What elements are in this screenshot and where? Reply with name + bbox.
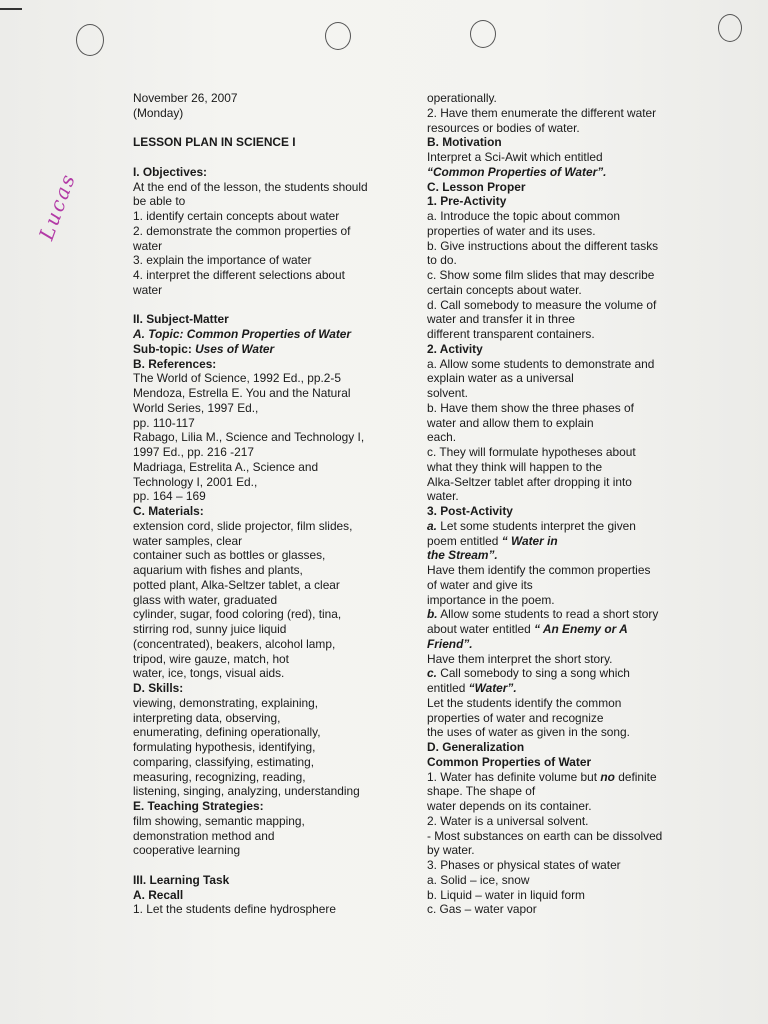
materials-heading: C. Materials: xyxy=(133,504,204,518)
strategies-heading: E. Teaching Strategies: xyxy=(133,799,264,813)
post-activity-heading: 3. Post-Activity xyxy=(427,504,513,518)
pre-activity-heading: 1. Pre-Activity xyxy=(427,194,507,209)
handwritten-note: Lucas xyxy=(34,169,81,244)
text-line: certain concepts about water. xyxy=(427,282,582,297)
text-line: properties of water and recognize xyxy=(427,710,604,725)
text-line: comparing, classifying, estimating, xyxy=(133,754,315,769)
text-line: listening, singing, analyzing, understanding xyxy=(133,784,360,799)
poem-title: “ Water in xyxy=(501,533,558,548)
objectives-heading: I. Objectives: xyxy=(133,164,208,179)
text-line: operationally. xyxy=(427,91,497,105)
text-segment: 1. Water has definite volume but xyxy=(427,769,601,784)
text-line: be able to xyxy=(133,194,186,209)
text-line: Have them identify the common properties xyxy=(427,563,651,577)
text-line: cylinder, sugar, food coloring (red), tina, xyxy=(133,607,342,622)
text-line: a. Allow some students to demonstrate and xyxy=(427,356,655,371)
item-letter: a. xyxy=(427,518,437,533)
text-line: different transparent containers. xyxy=(427,327,595,341)
text-line: properties of water and its uses. xyxy=(427,223,596,238)
learning-task-heading: III. Learning Task xyxy=(133,872,230,887)
text-line: a. Introduce the topic about common xyxy=(427,209,621,223)
text-line: each. xyxy=(427,430,457,445)
text-line: interpreting data, observing, xyxy=(133,710,281,725)
text-line: 1. identify certain concepts about water xyxy=(133,209,340,223)
subject-heading: II. Subject-Matter xyxy=(133,312,229,327)
text-segment: definite xyxy=(614,769,657,784)
text-line: d. Call somebody to measure the volume of xyxy=(427,297,657,312)
text-line: importance in the poem. xyxy=(427,592,555,607)
topic-label: A. Topic: xyxy=(133,327,187,341)
text-line: - Most substances on earth can be dissolved xyxy=(427,828,663,843)
day: (Monday) xyxy=(133,105,184,120)
text-line: container such as bottles or glasses, xyxy=(133,548,326,563)
text-line: by water. xyxy=(427,843,475,858)
text-line: pp. 110-117 xyxy=(133,415,195,430)
text-line: demonstration method and xyxy=(133,828,275,843)
text-line: 3. Phases or physical states of water xyxy=(427,858,621,872)
text-line: water samples, clear xyxy=(133,533,243,548)
song-title: “Water”. xyxy=(468,681,517,695)
text-line: tripod, wire gauze, match, hot xyxy=(133,651,289,666)
text-line: potted plant, Alka-Seltzer tablet, a clear xyxy=(133,577,340,592)
generalization-subheading: Common Properties of Water xyxy=(427,754,592,769)
story-title: “ An Enemy or A xyxy=(534,622,628,636)
text-line: water, ice, tongs, visual aids. xyxy=(133,666,285,681)
text-line: stirring rod, sunny juice liquid xyxy=(133,622,287,636)
text-line: 2. Have them enumerate the different water xyxy=(427,105,657,120)
text-line: (concentrated), beakers, alcohol lamp, xyxy=(133,636,336,651)
text-line: water. xyxy=(427,489,459,504)
text-segment: Let some students interpret the given xyxy=(436,518,636,533)
text-line: the uses of water as given in the song. xyxy=(427,725,630,740)
text-line: solvent. xyxy=(427,386,468,400)
text-line: a. Solid – ice, snow xyxy=(427,872,530,887)
activity-heading: 2. Activity xyxy=(427,341,483,356)
poem-title-cont: the Stream”. xyxy=(427,548,498,563)
text-line: 1997 Ed., pp. 216 -217 xyxy=(133,445,254,459)
text-line: 2. demonstrate the common properties of xyxy=(133,223,351,238)
text-line: water depends on its container. xyxy=(427,799,592,813)
text-line: 4. interpret the different selections about xyxy=(133,268,345,282)
topic-value: Common Properties of Water xyxy=(186,327,352,341)
text-line: b. Have them show the three phases of xyxy=(427,400,634,415)
text-line: Mendoza, Estrella E. You and the Natural xyxy=(133,386,351,400)
text-line: water xyxy=(133,282,163,297)
text-line: explain water as a universal xyxy=(427,371,574,386)
item-letter: b. xyxy=(427,607,438,622)
punch-hole-1 xyxy=(76,24,104,56)
emphasis: no xyxy=(600,769,615,784)
subtopic-value: Uses of Water xyxy=(195,341,275,356)
lesson-proper-heading: C. Lesson Proper xyxy=(427,179,526,194)
edge-mark xyxy=(0,8,22,10)
text-line: viewing, demonstrating, explaining, xyxy=(133,695,319,710)
text-line: water xyxy=(133,238,163,253)
text-line: World Series, 1997 Ed., xyxy=(133,400,259,415)
text-line: b. Liquid – water in liquid form xyxy=(427,887,585,902)
text-line: c. Gas – water vapor xyxy=(427,902,537,917)
text-line: The World of Science, 1992 Ed., pp.2-5 xyxy=(133,371,341,386)
text-line: Have them interpret the short story. xyxy=(427,651,613,666)
text-line: shape. The shape of xyxy=(427,784,536,799)
text-line: extension cord, slide projector, film slides, xyxy=(133,518,353,533)
text-line: film showing, semantic mapping, xyxy=(133,813,305,828)
punch-hole-4 xyxy=(718,14,742,42)
text-line: cooperative learning xyxy=(133,843,241,858)
sci-awit-title: “Common Properties of Water”. xyxy=(427,164,607,179)
text-line: Let the students identify the common xyxy=(427,695,622,710)
text-line: c. They will formulate hypotheses about xyxy=(427,445,636,459)
text-line: aquarium with fishes and plants, xyxy=(133,563,303,577)
skills-heading: D. Skills: xyxy=(133,681,184,695)
text-segment: Call somebody to sing a song which xyxy=(436,666,630,681)
text-line: water and allow them to explain xyxy=(427,415,594,430)
references-heading: B. References: xyxy=(133,356,217,371)
text-line: Rabago, Lilia M., Science and Technology I, xyxy=(133,430,365,445)
text-line: Madriaga, Estrelita A., Science and xyxy=(133,459,319,474)
text-line: pp. 164 – 169 xyxy=(133,489,206,504)
text-line: Alka-Seltzer tablet after dropping it into xyxy=(427,474,632,489)
text-line: to do. xyxy=(427,253,457,268)
text-line: b. Give instructions about the different tasks xyxy=(427,238,659,253)
text-line: Interpret a Sci-Awit which entitled xyxy=(427,150,603,164)
text-line: enumerating, defining operationally, xyxy=(133,725,321,740)
text-line: 2. Water is a universal solvent. xyxy=(427,813,589,828)
document-title: LESSON PLAN IN SCIENCE I xyxy=(133,135,296,150)
text-line: of water and give its xyxy=(427,577,533,592)
story-title-cont: Friend”. xyxy=(427,636,473,651)
subtopic-label: Sub-topic: xyxy=(133,341,196,356)
text-segment: entitled xyxy=(427,681,469,695)
text-line: water and transfer it in three xyxy=(427,312,576,327)
text-line: Technology I, 2001 Ed., xyxy=(133,474,258,489)
punch-hole-3 xyxy=(470,20,496,48)
text-line: 1. Let the students define hydrosphere xyxy=(133,902,336,917)
text-segment: Allow some students to read a short story xyxy=(437,607,659,622)
text-line: formulating hypothesis, identifying, xyxy=(133,740,316,754)
motivation-heading: B. Motivation xyxy=(427,135,502,150)
recall-heading: A. Recall xyxy=(133,887,184,902)
right-column xyxy=(427,91,717,917)
text-line: measuring, recognizing, reading, xyxy=(133,769,306,784)
text-line: what they think will happen to the xyxy=(427,459,603,474)
item-letter: c. xyxy=(427,666,437,681)
text-segment: poem entitled xyxy=(427,533,502,548)
text-line: At the end of the lesson, the students should xyxy=(133,179,368,194)
text-line: c. Show some film slides that may describe xyxy=(427,268,655,282)
text-line: resources or bodies of water. xyxy=(427,120,580,135)
text-line: glass with water, graduated xyxy=(133,592,278,607)
generalization-heading: D. Generalization xyxy=(427,740,525,754)
punch-hole-2 xyxy=(325,22,351,50)
text-segment: about water entitled xyxy=(427,622,535,636)
date: November 26, 2007 xyxy=(133,91,238,105)
left-column xyxy=(133,91,388,917)
text-line: 3. explain the importance of water xyxy=(133,253,312,268)
